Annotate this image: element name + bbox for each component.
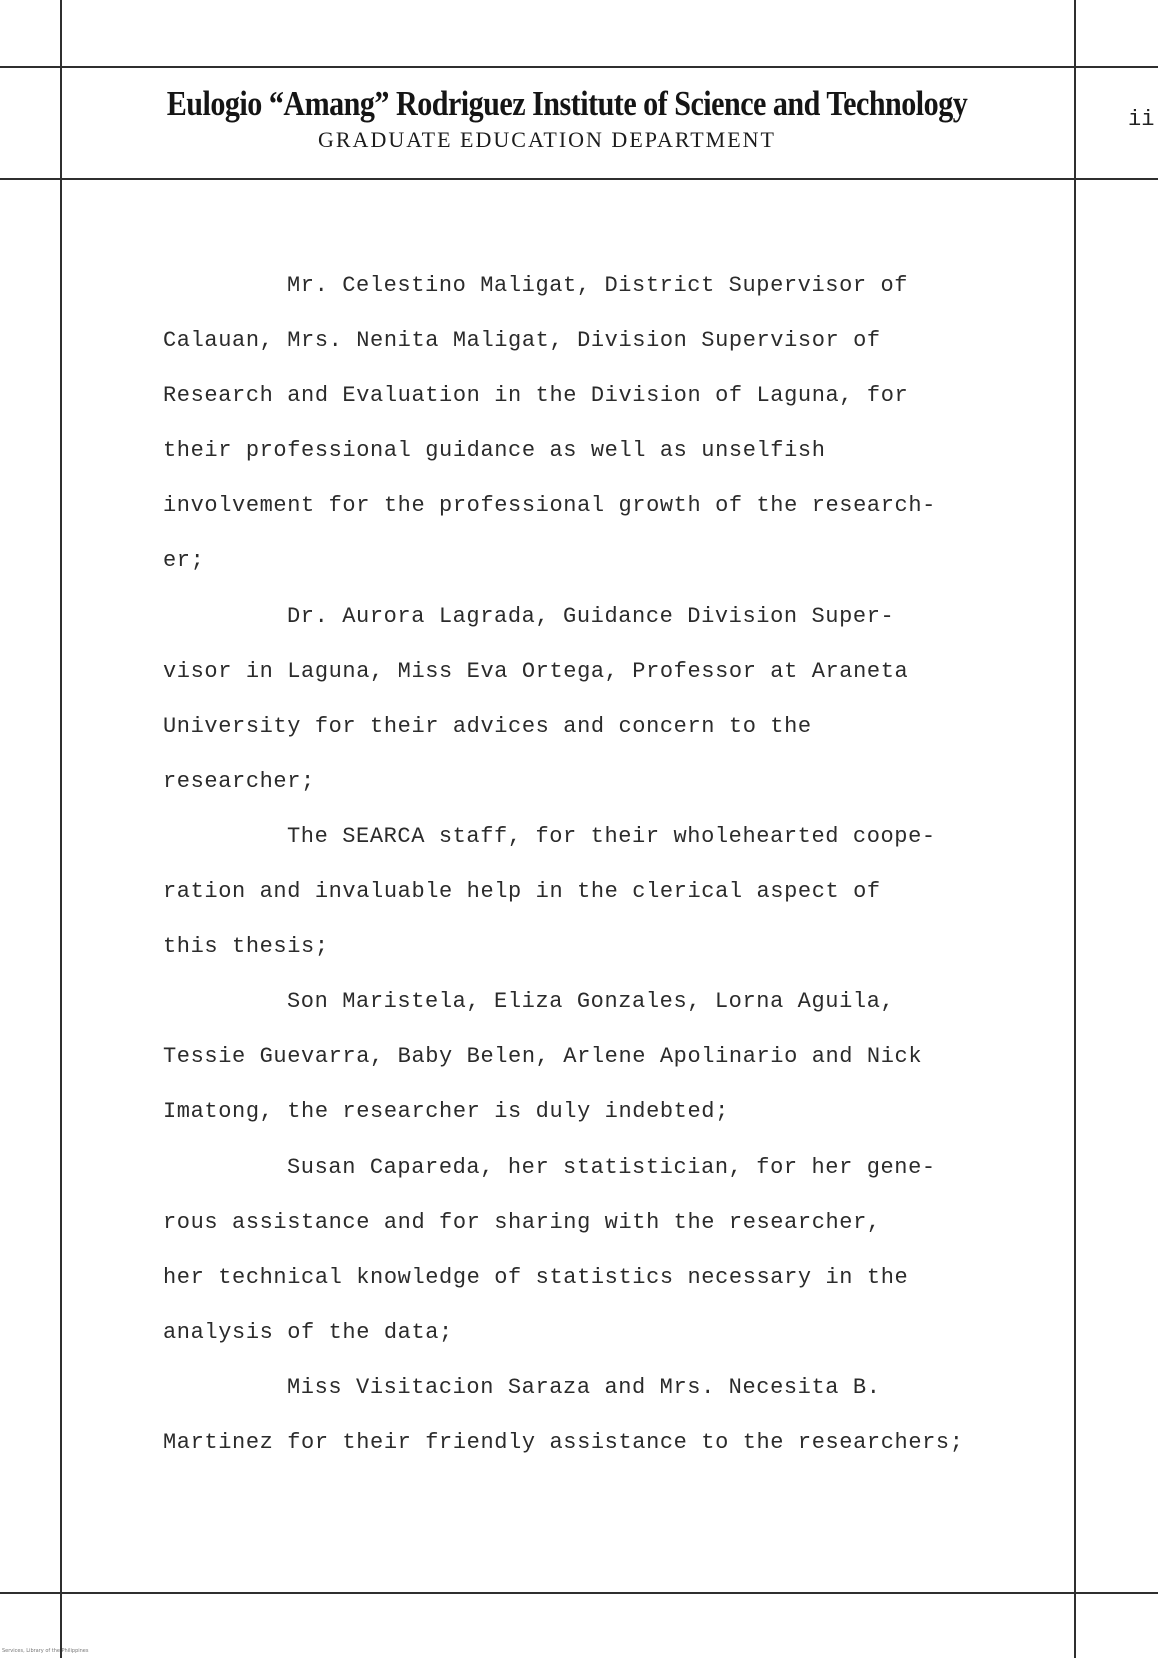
department-name: GRADUATE EDUCATION DEPARTMENT <box>318 127 776 152</box>
text-line: Imatong, the researcher is duly indebted; <box>163 1099 729 1125</box>
text-line: Miss Visitacion Saraza and Mrs. Necesita B. <box>287 1374 881 1400</box>
text-line: researcher; <box>163 768 315 794</box>
header-top-rule <box>0 66 1158 68</box>
text-line: Susan Capareda, her statistician, for her gene- <box>287 1154 936 1180</box>
text-line: Martinez for their friendly assistance to the researchers; <box>163 1429 964 1455</box>
scan-footer-note: Services, Library of the Philippines <box>2 1648 89 1654</box>
text-line: Mr. Celestino Maligat, District Supervisor of <box>287 273 909 298</box>
text-line: involvement for the professional growth of the research- <box>163 493 936 519</box>
header-bottom-rule <box>0 178 1158 180</box>
text-line: Research and Evaluation in the Division of Laguna, for <box>163 383 909 409</box>
text-line: ration and invaluable help in the clerical aspect of <box>163 879 881 905</box>
text-line: their professional guidance as well as unselfish <box>163 438 826 464</box>
footer-rule <box>0 1592 1158 1594</box>
text-line: Tessie Guevarra, Baby Belen, Arlene Apolinario and Nick <box>163 1044 923 1070</box>
paragraph <box>163 258 1013 589</box>
text-line: rous assistance and for sharing with the researcher, <box>163 1209 881 1235</box>
paragraph <box>163 1140 1013 1360</box>
paragraph <box>163 589 1013 809</box>
paragraph <box>163 974 1013 1139</box>
text-line: her technical knowledge of statistics necessary in the <box>163 1264 909 1290</box>
text-line: Son Maristela, Eliza Gonzales, Lorna Aguila, <box>287 989 895 1015</box>
paragraph <box>163 1360 1013 1470</box>
page-number: ii <box>1128 107 1155 132</box>
left-margin-rule <box>60 0 62 1658</box>
text-line: er; <box>163 548 205 574</box>
text-line: this thesis; <box>163 934 329 960</box>
text-line: visor in Laguna, Miss Eva Ortega, Professor at Araneta <box>163 658 909 684</box>
paragraph <box>163 809 1013 974</box>
letterhead <box>62 82 1072 154</box>
text-line: Dr. Aurora Lagrada, Guidance Division Super- <box>287 603 895 629</box>
text-line: The SEARCA staff, for their wholehearted coope- <box>287 823 936 849</box>
text-line: analysis of the data; <box>163 1319 453 1345</box>
right-margin-rule <box>1074 0 1076 1658</box>
acknowledgement-body <box>163 258 1013 1470</box>
institute-name: Eulogio “Amang” Rodriguez Institute of Science and Technology <box>166 84 968 123</box>
text-line: University for their advices and concern to the <box>163 713 812 739</box>
text-line: Calauan, Mrs. Nenita Maligat, Division Supervisor of <box>163 328 881 354</box>
